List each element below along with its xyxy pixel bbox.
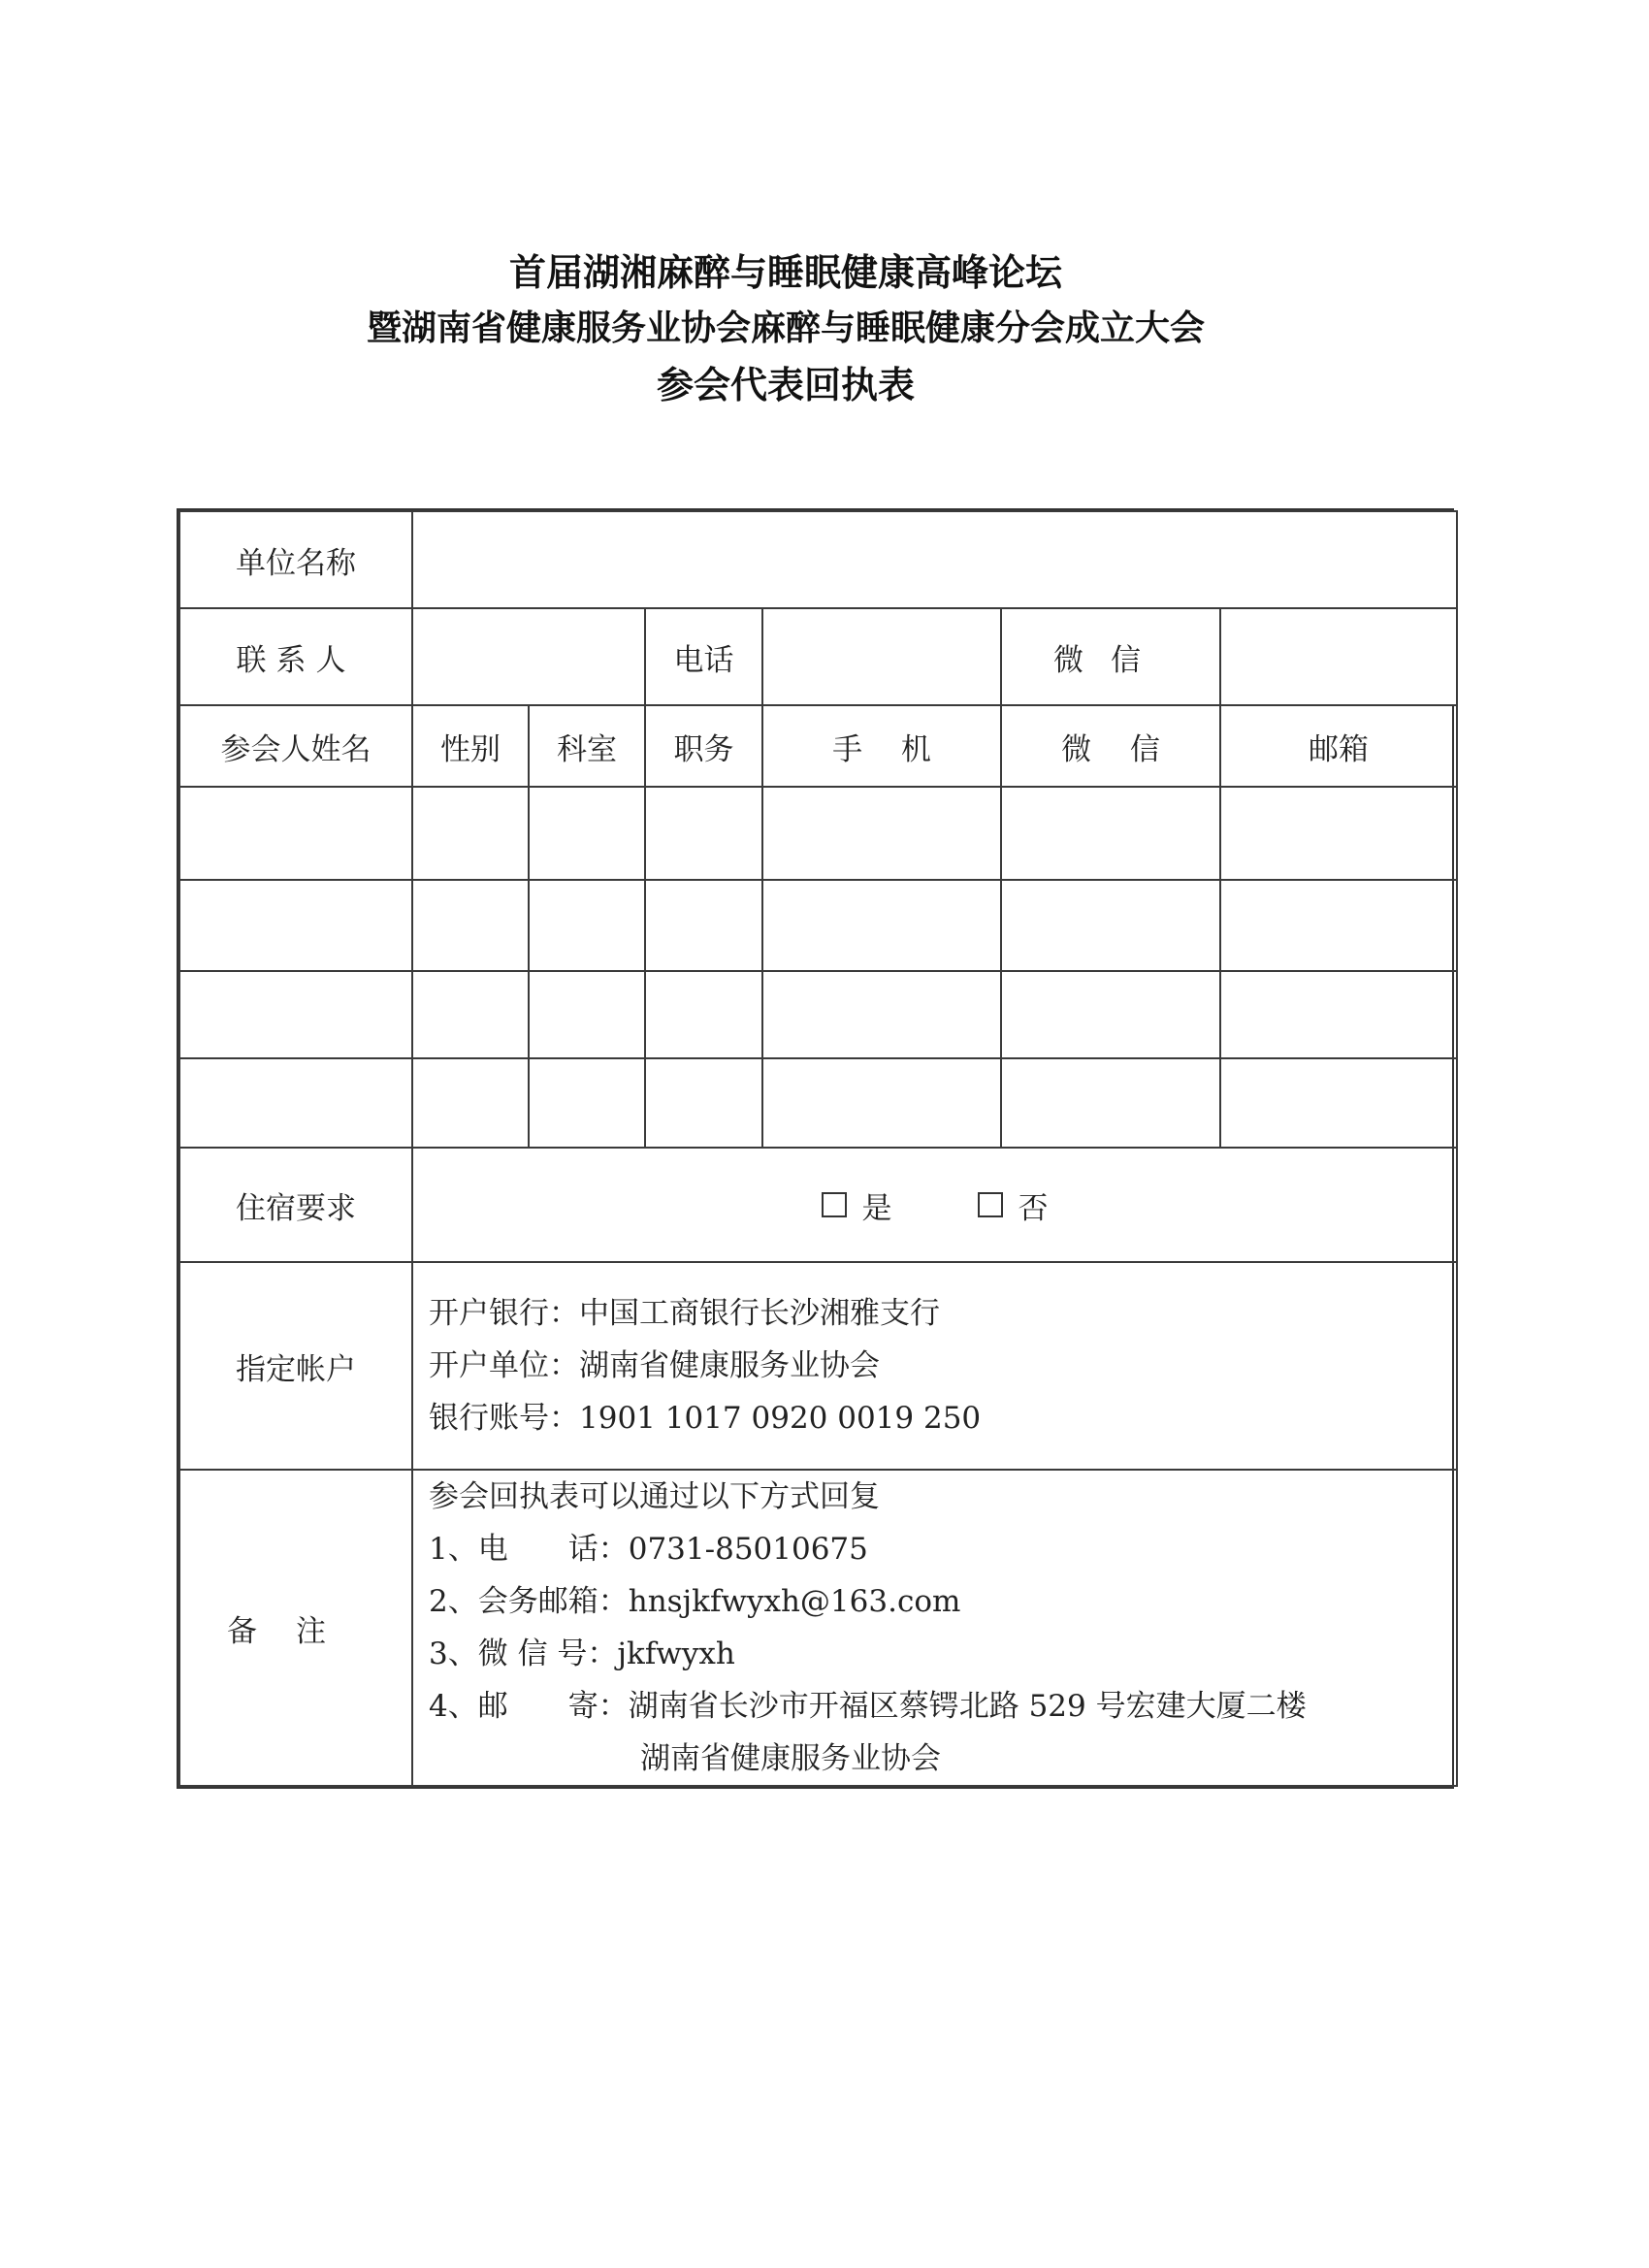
remarks-details (412, 1470, 1457, 1786)
header-wechat: 微 信 (1001, 705, 1220, 787)
accommodation-yes-option[interactable] (822, 1183, 892, 1227)
attendee-row (179, 1058, 1457, 1148)
attendee-department-cell[interactable] (529, 1058, 645, 1148)
remarks-row (179, 1470, 1457, 1786)
attendee-department-cell[interactable] (529, 787, 645, 880)
phone-field[interactable] (762, 608, 1001, 705)
remarks-wechat-line: 3、微 信 号：jkfwyxh (429, 1636, 735, 1671)
account-holder-line: 开户单位：湖南省健康服务业协会 (429, 1348, 880, 1383)
accommodation-options (412, 1148, 1457, 1262)
remarks-mail-recipient-line: 湖南省健康服务业协会 (640, 1741, 941, 1776)
header-position: 职务 (645, 705, 762, 787)
yes-checkbox[interactable] (822, 1192, 847, 1217)
attendee-name-cell[interactable] (179, 880, 412, 971)
yes-label: 是 (861, 1190, 892, 1226)
attendee-wechat-cell[interactable] (1001, 971, 1220, 1058)
attendee-email-cell[interactable] (1220, 880, 1457, 971)
unit-row (179, 511, 1457, 608)
attendee-mobile-cell[interactable] (762, 971, 1001, 1058)
header-email: 邮箱 (1220, 705, 1457, 787)
attendee-position-cell[interactable] (645, 880, 762, 971)
attendee-position-cell[interactable] (645, 971, 762, 1058)
remarks-mail-line: 4、邮 寄：湖南省长沙市开福区蔡锷北路 529 号宏建大厦二楼 (429, 1689, 1307, 1724)
remarks-email-line: 2、会务邮箱：hnsjkfwyxh@163.com (429, 1584, 961, 1619)
bank-name-line: 开户银行：中国工商银行长沙湘雅支行 (429, 1296, 940, 1331)
attendee-row (179, 787, 1457, 880)
no-label: 否 (1018, 1190, 1049, 1226)
attendee-department-cell[interactable] (529, 971, 645, 1058)
attendee-position-cell[interactable] (645, 787, 762, 880)
attendee-department-cell[interactable] (529, 880, 645, 971)
title-line-3: 参会代表回执表 (656, 364, 915, 406)
attendee-wechat-cell[interactable] (1001, 787, 1220, 880)
attendee-wechat-cell[interactable] (1001, 880, 1220, 971)
header-attendee-name: 参会人姓名 (179, 705, 412, 787)
account-number-line: 银行账号：1901 1017 0920 0019 250 (429, 1401, 982, 1436)
attendee-header-row (179, 705, 1457, 787)
contact-row (179, 608, 1457, 705)
attendee-row (179, 971, 1457, 1058)
header-department: 科室 (529, 705, 645, 787)
unit-name-label: 单位名称 (179, 511, 412, 608)
account-label: 指定帐户 (179, 1262, 412, 1470)
header-mobile: 手 机 (762, 705, 1001, 787)
accommodation-no-option[interactable] (978, 1183, 1049, 1227)
attendee-email-cell[interactable] (1220, 1058, 1457, 1148)
attendee-name-cell[interactable] (179, 1058, 412, 1148)
wechat-label: 微信 (1001, 608, 1220, 705)
title-line-1: 首届湖湘麻醉与睡眠健康高峰论坛 (508, 251, 1062, 294)
account-details (412, 1262, 1457, 1470)
attendee-gender-cell[interactable] (412, 787, 529, 880)
attendee-gender-cell[interactable] (412, 880, 529, 971)
remarks-label: 备注 (179, 1470, 412, 1786)
account-row (179, 1262, 1457, 1470)
attendee-email-cell[interactable] (1220, 787, 1457, 880)
no-checkbox[interactable] (978, 1192, 1003, 1217)
attendee-gender-cell[interactable] (412, 971, 529, 1058)
attendee-gender-cell[interactable] (412, 1058, 529, 1148)
attendee-name-cell[interactable] (179, 971, 412, 1058)
remarks-intro-line: 参会回执表可以通过以下方式回复 (429, 1479, 880, 1514)
remarks-phone-line: 1、电 话：0731-85010675 (429, 1532, 868, 1567)
contact-label: 联系人 (179, 608, 412, 705)
registration-form (177, 508, 1454, 1789)
contact-field[interactable] (412, 608, 645, 705)
attendee-email-cell[interactable] (1220, 971, 1457, 1058)
wechat-field[interactable] (1220, 608, 1457, 705)
attendee-mobile-cell[interactable] (762, 880, 1001, 971)
attendee-name-cell[interactable] (179, 787, 412, 880)
form-table (178, 510, 1458, 1787)
unit-name-field[interactable] (412, 511, 1457, 608)
attendee-mobile-cell[interactable] (762, 1058, 1001, 1148)
attendee-wechat-cell[interactable] (1001, 1058, 1220, 1148)
document-title (0, 244, 1571, 413)
attendee-position-cell[interactable] (645, 1058, 762, 1148)
phone-label: 电话 (645, 608, 762, 705)
attendee-row (179, 880, 1457, 971)
header-gender: 性别 (412, 705, 529, 787)
attendee-mobile-cell[interactable] (762, 787, 1001, 880)
title-line-2: 暨湖南省健康服务业协会麻醉与睡眠健康分会成立大会 (366, 308, 1205, 348)
accommodation-label: 住宿要求 (179, 1148, 412, 1262)
accommodation-row (179, 1148, 1457, 1262)
